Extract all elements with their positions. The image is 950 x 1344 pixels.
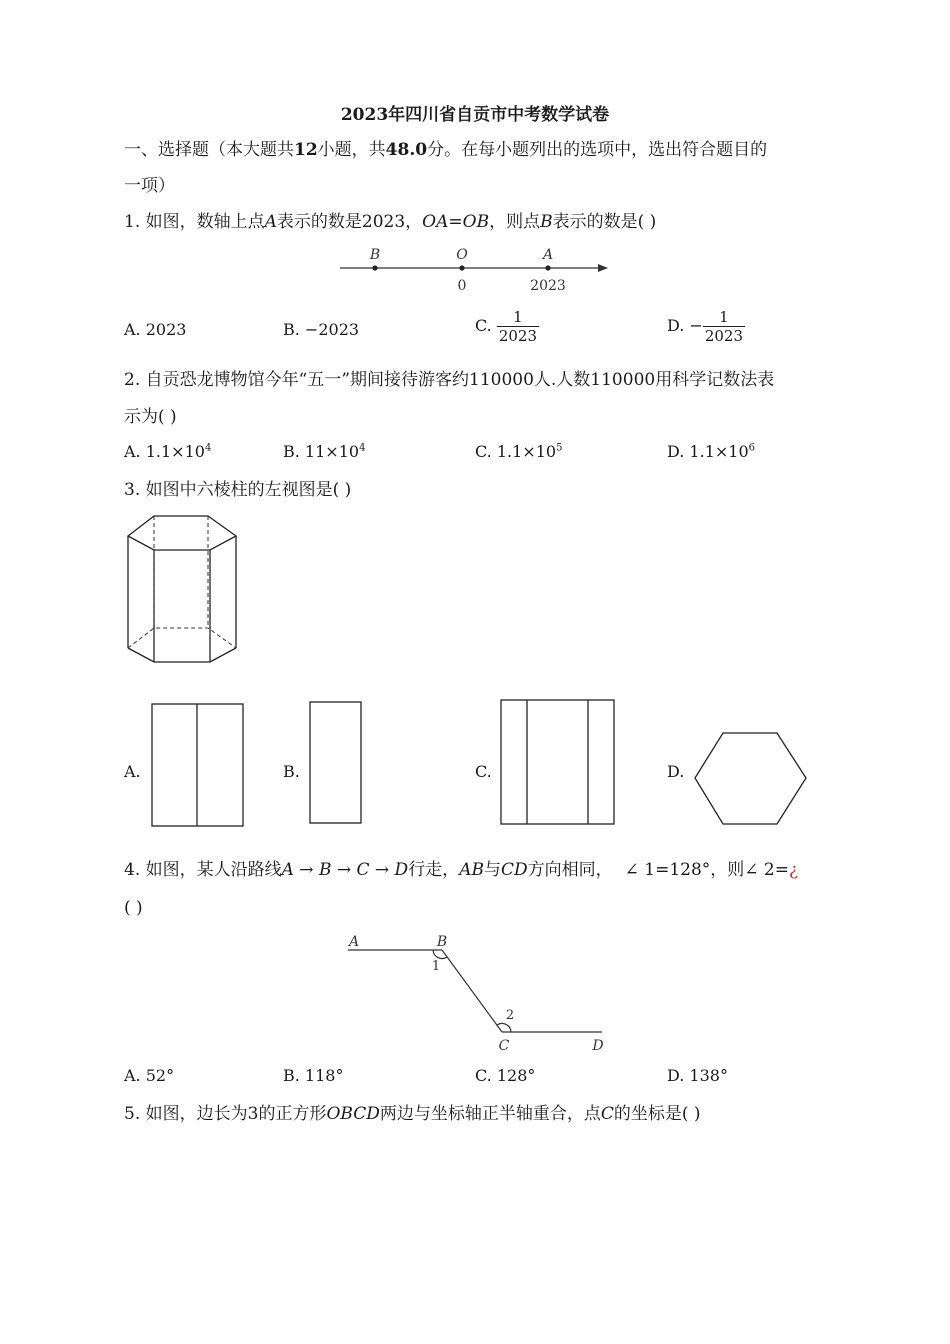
q5-text: 5. 如图，边长为3的正方形: [124, 1104, 327, 1124]
fraction-numerator: 1: [703, 308, 745, 327]
q2-option-b: [283, 442, 365, 461]
q5-var: C: [600, 1104, 614, 1124]
q4-text: 行走，: [408, 860, 460, 880]
q3-option-a: A.: [124, 762, 141, 781]
q4-route: A → B → C → D: [281, 860, 409, 880]
option-b-figure: [308, 700, 364, 826]
q3-option-b: B.: [283, 762, 300, 781]
label-b: B: [436, 934, 448, 950]
q4-option-c: C. 128°: [475, 1066, 536, 1085]
fraction-denominator: 2023: [704, 327, 744, 345]
option-d-figure: [692, 730, 810, 830]
fraction: [703, 308, 745, 345]
exponent: 4: [359, 442, 366, 454]
q4-text: 4. 如图，某人沿路线: [124, 860, 282, 880]
question-4-stem: [124, 858, 798, 882]
exponent: 6: [748, 442, 756, 454]
q2-option-a-text: A. 1.1×10: [124, 442, 205, 461]
fraction: [497, 308, 539, 345]
option-c-figure: [499, 698, 617, 826]
q1-text: =: [448, 212, 463, 232]
page-title: 2023年四川省自贡市中考数学试卷: [340, 105, 610, 125]
q1-text: 表示的数是2023，: [276, 212, 423, 232]
point-a: [545, 265, 550, 270]
q1-text: 表示的数是( ): [552, 212, 657, 232]
tick-label-0: 0: [457, 278, 467, 294]
q2-option-d-text: D. 1.1×10: [667, 442, 749, 461]
q4-option-d: D. 138°: [667, 1066, 728, 1085]
label-a: A: [348, 934, 360, 950]
section-text-c: 小题，共: [317, 140, 386, 160]
q2-option-a: [124, 442, 211, 461]
question-1-stem: [124, 210, 656, 234]
point-o: [459, 265, 464, 270]
route-figure: [340, 928, 620, 1056]
label-o: O: [456, 247, 468, 263]
q1-text: 1. 如图，数轴上点: [124, 212, 265, 232]
tick-label-2023: 2023: [530, 278, 566, 294]
point-b: [372, 265, 377, 270]
q2-option-d: [667, 442, 755, 461]
label-b: B: [369, 247, 381, 263]
question-2-stem-line2: 示为( ): [124, 407, 177, 427]
q5-var: OBCD: [326, 1104, 380, 1124]
q3-option-c: C.: [475, 762, 492, 781]
q1-option-a: A. 2023: [124, 320, 187, 339]
exponent: 4: [204, 442, 212, 454]
q1-var: OB: [462, 212, 490, 232]
q5-text: 两边与坐标轴正半轴重合，点: [379, 1104, 601, 1124]
question-5-stem: [124, 1102, 701, 1126]
section-text-e: 分。在每小题列出的选项中，选出符合题目的: [427, 140, 768, 160]
q4-angle-text: ∠ 1=128°，则∠ 2=: [624, 860, 789, 880]
exponent: 5: [556, 442, 563, 454]
q4-text: 方向相同，: [527, 860, 613, 880]
q1-option-d-label: D. −: [667, 316, 703, 335]
q3-option-d: D.: [667, 762, 685, 781]
q1-var: A: [264, 212, 277, 232]
fraction-numerator: 1: [497, 308, 539, 327]
number-line-figure: [330, 240, 620, 300]
q2-option-c-text: C. 1.1×10: [475, 442, 557, 461]
q4-var: CD: [500, 860, 528, 880]
q1-var: OA: [422, 212, 449, 232]
hexagonal-prism-figure: [120, 510, 250, 670]
question-3-stem: 3. 如图中六棱柱的左视图是( ): [124, 480, 352, 500]
section-heading-line2: 一项）: [124, 176, 175, 196]
q2-option-c: [475, 442, 562, 461]
label-d: D: [592, 1038, 604, 1054]
option-a-figure: [150, 702, 246, 828]
angle-2-label: 2: [505, 1008, 515, 1023]
q1-text: ，则点: [489, 212, 541, 232]
angle-1-label: 1: [431, 959, 441, 974]
q1-option-c: [475, 308, 539, 345]
label-a: A: [542, 247, 554, 263]
fraction-denominator: 2023: [498, 327, 538, 345]
q2-option-b-text: B. 11×10: [283, 442, 360, 461]
q1-var: B: [540, 212, 553, 232]
total-score: 48.0: [385, 140, 428, 160]
section-text-a: 一、选择题（本大题共: [124, 140, 294, 160]
q1-option-d: [667, 308, 745, 345]
q4-var: AB: [459, 860, 484, 880]
q5-text: 的坐标是( ): [613, 1104, 701, 1124]
q1-option-b: B. −2023: [283, 320, 360, 339]
question-4-stem-line2: ( ): [124, 898, 143, 918]
q1-option-c-label: C.: [475, 316, 497, 335]
section-heading: [124, 138, 767, 162]
question-2-stem: 2. 自贡恐龙博物馆今年“五一”期间接待游客约110000人.人数110000用科学记数法表: [124, 370, 775, 390]
q4-glyph: ¿: [788, 860, 799, 880]
q4-option-b: B. 118°: [283, 1066, 344, 1085]
question-count: 12: [294, 140, 318, 160]
label-c: C: [498, 1038, 510, 1054]
q4-option-a: A. 52°: [124, 1066, 175, 1085]
q4-text: 与: [483, 860, 501, 880]
